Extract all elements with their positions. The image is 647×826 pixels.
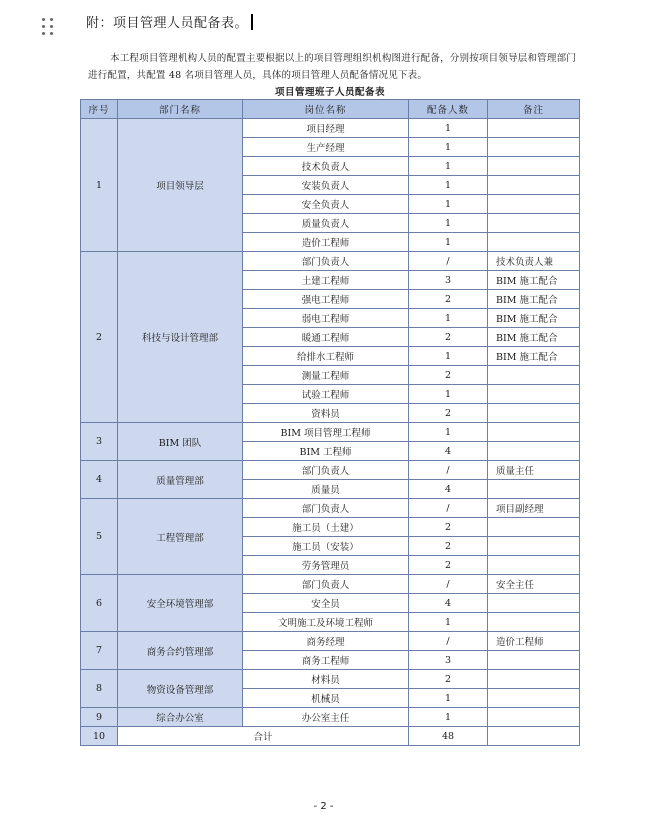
note-cell: BIM 施工配合 [488, 290, 580, 309]
note-cell: 技术负责人兼 [488, 252, 580, 271]
note-cell: 安全主任 [488, 575, 580, 594]
note-cell [488, 480, 580, 499]
post-cell: 质量负责人 [243, 214, 409, 233]
department-cell: 安全环境管理部 [118, 575, 243, 632]
post-cell: BIM 项目管理工程师 [243, 423, 409, 442]
post-cell: 安全负责人 [243, 195, 409, 214]
note-cell: BIM 施工配合 [488, 271, 580, 290]
header-cell-dept: 部门名称 [118, 100, 243, 119]
note-cell [488, 119, 580, 138]
post-cell: 土建工程师 [243, 271, 409, 290]
count-cell: 4 [409, 442, 488, 461]
total-label-cell: 合计 [118, 727, 409, 746]
post-cell: 商务经理 [243, 632, 409, 651]
count-cell: 1 [409, 385, 488, 404]
count-cell: 3 [409, 651, 488, 670]
note-cell [488, 233, 580, 252]
post-cell: BIM 工程师 [243, 442, 409, 461]
post-cell: 技术负责人 [243, 157, 409, 176]
count-cell: 1 [409, 708, 488, 727]
note-cell [488, 442, 580, 461]
count-cell: 2 [409, 518, 488, 537]
note-cell: BIM 施工配合 [488, 309, 580, 328]
table-caption: 项目管理班子人员配备表 [274, 87, 385, 98]
post-cell: 试验工程师 [243, 385, 409, 404]
header-cell-post: 岗位名称 [243, 100, 409, 119]
post-cell: 安装负责人 [243, 176, 409, 195]
intro-paragraph: 本工程项目管理机构人员的配置主要根据以上的项目管理组织机构图进行配备，分别按项目领导层和管理部门进行配置，共配置 48 名项目管理人员，具体的项目管理人员配备情况见下表。 [88, 53, 576, 81]
post-cell: 办公室主任 [243, 708, 409, 727]
count-cell: 1 [409, 214, 488, 233]
heading-text: 附：项目管理人员配备表。 [86, 16, 249, 31]
count-cell: 2 [409, 537, 488, 556]
count-cell: 4 [409, 480, 488, 499]
post-cell: 给排水工程师 [243, 347, 409, 366]
note-cell [488, 613, 580, 632]
department-cell: 质量管理部 [118, 461, 243, 499]
count-cell: 2 [409, 670, 488, 689]
post-cell: 强电工程师 [243, 290, 409, 309]
post-cell: 生产经理 [243, 138, 409, 157]
post-cell: 暖通工程师 [243, 328, 409, 347]
table-row [81, 119, 580, 138]
count-cell: 1 [409, 689, 488, 708]
row-number-cell: 4 [81, 461, 118, 499]
table-row [81, 252, 580, 271]
note-cell [488, 556, 580, 575]
count-cell: 1 [409, 613, 488, 632]
count-cell: 2 [409, 366, 488, 385]
count-cell: / [409, 499, 488, 518]
count-cell: / [409, 632, 488, 651]
count-cell: / [409, 461, 488, 480]
total-note-cell [488, 727, 580, 746]
note-cell [488, 689, 580, 708]
note-cell [488, 176, 580, 195]
drag-handle-icon[interactable] [42, 18, 54, 36]
count-cell: / [409, 575, 488, 594]
header-cell-no: 序号 [81, 100, 118, 119]
total-number-cell: 10 [81, 727, 118, 746]
post-cell: 施工员（土建） [243, 518, 409, 537]
note-cell [488, 138, 580, 157]
row-number-cell: 3 [81, 423, 118, 461]
department-cell: 综合办公室 [118, 708, 243, 727]
note-cell [488, 518, 580, 537]
table-row [81, 423, 580, 442]
post-cell: 测量工程师 [243, 366, 409, 385]
department-cell: 商务合约管理部 [118, 632, 243, 670]
post-cell: 施工员（安装） [243, 537, 409, 556]
total-count-cell: 48 [409, 727, 488, 746]
post-cell: 安全员 [243, 594, 409, 613]
note-cell: 质量主任 [488, 461, 580, 480]
post-cell: 文明施工及环境工程师 [243, 613, 409, 632]
note-cell [488, 423, 580, 442]
department-cell: BIM 团队 [118, 423, 243, 461]
total-row [81, 727, 580, 746]
table-row [81, 670, 580, 689]
note-cell [488, 385, 580, 404]
row-number-cell: 2 [81, 252, 118, 423]
row-number-cell: 5 [81, 499, 118, 575]
header-cell-count: 配备人数 [409, 100, 488, 119]
post-cell: 部门负责人 [243, 252, 409, 271]
count-cell: 1 [409, 423, 488, 442]
post-cell: 造价工程师 [243, 233, 409, 252]
post-cell: 质量员 [243, 480, 409, 499]
row-number-cell: 7 [81, 632, 118, 670]
post-cell: 部门负责人 [243, 461, 409, 480]
count-cell: 3 [409, 271, 488, 290]
department-cell: 物资设备管理部 [118, 670, 243, 708]
department-cell: 科技与设计管理部 [118, 252, 243, 423]
table-row [81, 708, 580, 727]
count-cell: 2 [409, 290, 488, 309]
count-cell: 1 [409, 233, 488, 252]
note-cell [488, 157, 580, 176]
note-cell [488, 670, 580, 689]
table-header-row [81, 100, 580, 119]
department-cell: 项目领导层 [118, 119, 243, 252]
header-cell-note: 备注 [488, 100, 580, 119]
count-cell: 1 [409, 157, 488, 176]
post-cell: 劳务管理员 [243, 556, 409, 575]
post-cell: 弱电工程师 [243, 309, 409, 328]
count-cell: 1 [409, 176, 488, 195]
row-number-cell: 8 [81, 670, 118, 708]
count-cell: 1 [409, 119, 488, 138]
row-number-cell: 6 [81, 575, 118, 632]
note-cell [488, 594, 580, 613]
note-cell: 造价工程师 [488, 632, 580, 651]
note-cell [488, 195, 580, 214]
note-cell: BIM 施工配合 [488, 347, 580, 366]
count-cell: 4 [409, 594, 488, 613]
post-cell: 资料员 [243, 404, 409, 423]
note-cell [488, 404, 580, 423]
note-cell [488, 366, 580, 385]
row-number-cell: 1 [81, 119, 118, 252]
note-cell [488, 537, 580, 556]
count-cell: 2 [409, 328, 488, 347]
table-row [81, 575, 580, 594]
post-cell: 材料员 [243, 670, 409, 689]
department-cell: 工程管理部 [118, 499, 243, 575]
post-cell: 机械员 [243, 689, 409, 708]
page-number: - 2 - [313, 801, 334, 812]
count-cell: 2 [409, 556, 488, 575]
text-cursor [251, 14, 253, 30]
staff-table [80, 99, 580, 746]
count-cell: 1 [409, 195, 488, 214]
note-cell: BIM 施工配合 [488, 328, 580, 347]
table-row [81, 632, 580, 651]
note-cell [488, 651, 580, 670]
note-cell [488, 214, 580, 233]
section-heading[interactable] [86, 14, 253, 34]
count-cell: 1 [409, 347, 488, 366]
count-cell: 2 [409, 404, 488, 423]
count-cell: 1 [409, 309, 488, 328]
post-cell: 部门负责人 [243, 575, 409, 594]
row-number-cell: 9 [81, 708, 118, 727]
note-cell: 项目副经理 [488, 499, 580, 518]
post-cell: 项目经理 [243, 119, 409, 138]
post-cell: 部门负责人 [243, 499, 409, 518]
count-cell: / [409, 252, 488, 271]
post-cell: 商务工程师 [243, 651, 409, 670]
count-cell: 1 [409, 138, 488, 157]
note-cell [488, 708, 580, 727]
table-row [81, 461, 580, 480]
table-row [81, 499, 580, 518]
